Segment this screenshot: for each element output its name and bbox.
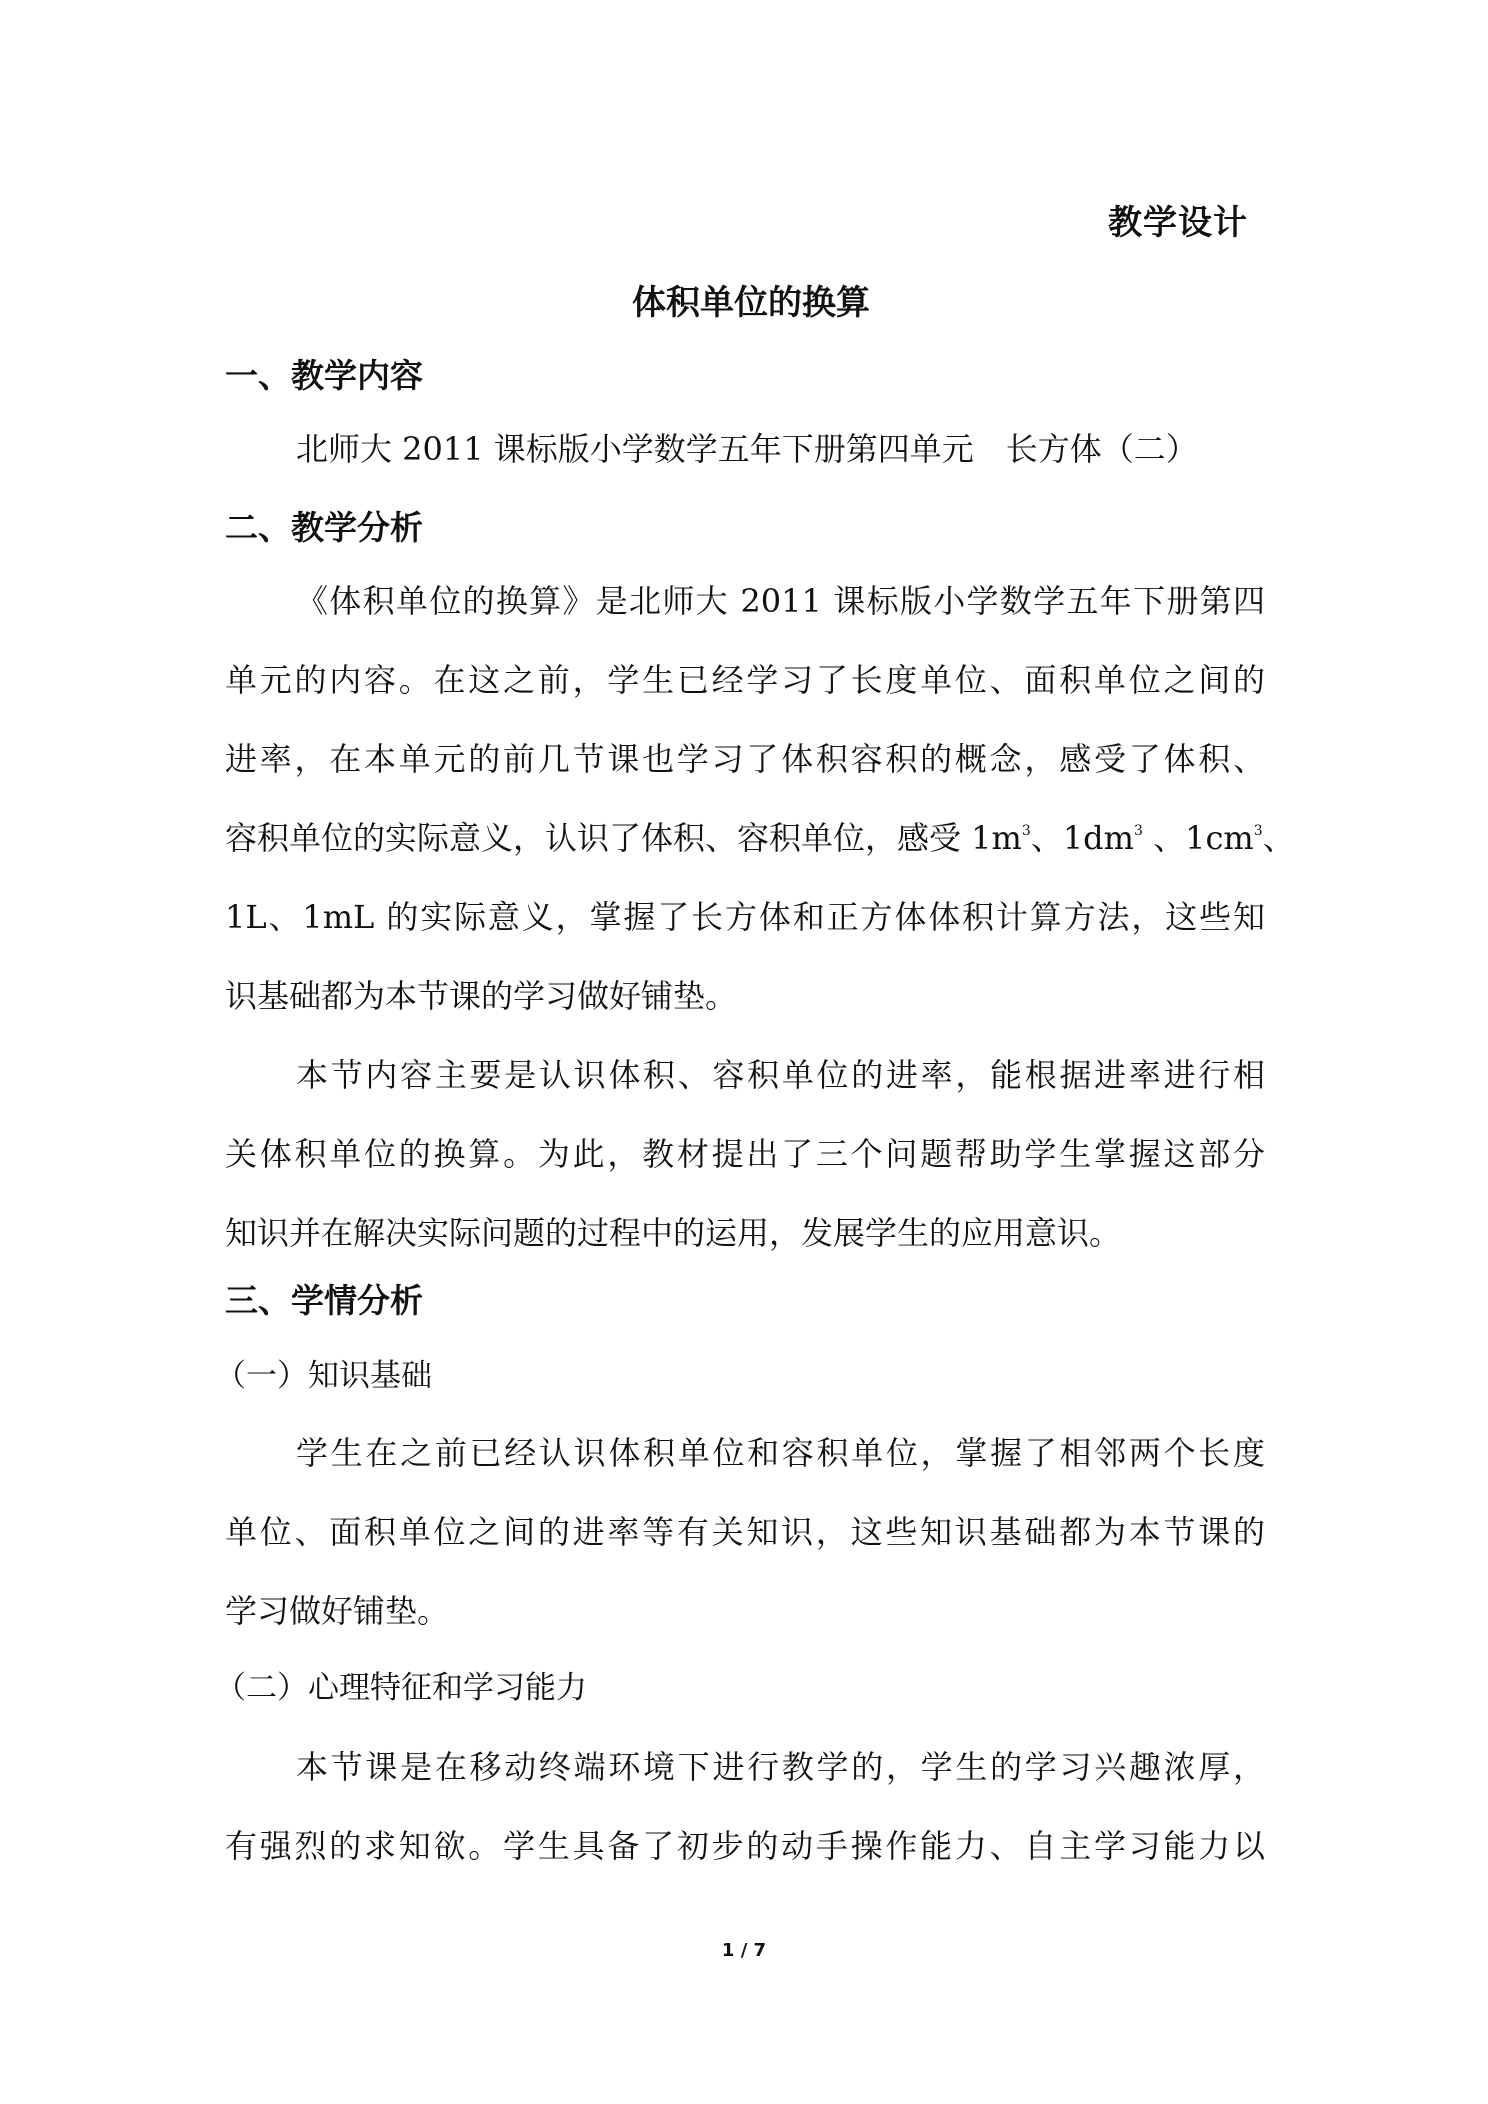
text-line: 识基础都为本节课的学习做好铺垫。 bbox=[225, 977, 738, 1015]
section-heading-teaching-content: 一、教学内容 bbox=[225, 356, 423, 395]
analysis-paragraph-1 bbox=[225, 562, 1295, 1036]
subsection-heading-psychology-ability: （二）心理特征和学习能力 bbox=[215, 1670, 587, 1706]
text-line: 关体积单位的换算。为此，教材提出了三个问题帮助学生掌握这部分 bbox=[225, 1135, 1265, 1173]
text-line: 知识并在解决实际问题的过程中的运用，发展学生的应用意识。 bbox=[225, 1214, 1122, 1252]
text-line: 单位、面积单位之间的进率等有关知识，这些知识基础都为本节课的 bbox=[225, 1513, 1265, 1551]
text-line: 1L、1mL 的实际意义，掌握了长方体和正方体体积计算方法，这些知 bbox=[225, 898, 1265, 936]
text-line-with-units: 容积单位的实际意义，认识了体积、容积单位，感受 $1m^3$、$1dm^3$ 、$1cm^3$、 bbox=[225, 819, 1295, 857]
document-title: 体积单位的换算 bbox=[632, 283, 870, 323]
knowledge-basis-paragraph bbox=[225, 1414, 1265, 1651]
section-heading-learner-analysis: 三、学情分析 bbox=[225, 1281, 423, 1320]
teaching-content-text: 北师大 2011 课标版小学数学五年下册第四单元 长方体（二） bbox=[296, 430, 1198, 468]
text-line: 本节内容主要是认识体积、容积单位的进率，能根据进率进行相 bbox=[296, 1056, 1265, 1094]
text-line: 有强烈的求知欲。学生具备了初步的动手操作能力、自主学习能力以 bbox=[225, 1827, 1265, 1865]
text-line: 进率，在本单元的前几节课也学习了体积容积的概念，感受了体积、 bbox=[225, 740, 1265, 778]
document-type-label: 教学设计 bbox=[1108, 203, 1248, 243]
psychology-ability-paragraph bbox=[225, 1728, 1265, 1886]
text-line: 本节课是在移动终端环境下进行教学的，学生的学习兴趣浓厚， bbox=[296, 1748, 1265, 1786]
text-line: 《体积单位的换算》是北师大 2011 课标版小学数学五年下册第四 bbox=[296, 582, 1265, 620]
page-number: 1 / 7 bbox=[721, 1940, 767, 1961]
analysis-paragraph-2 bbox=[225, 1036, 1265, 1273]
text-line: 学生在之前已经认识体积单位和容积单位，掌握了相邻两个长度 bbox=[296, 1434, 1265, 1472]
text-line: 单元的内容。在这之前，学生已经学习了长度单位、面积单位之间的 bbox=[225, 661, 1265, 699]
section-heading-teaching-analysis: 二、教学分析 bbox=[225, 508, 423, 547]
subsection-heading-knowledge-basis: （一）知识基础 bbox=[215, 1358, 432, 1394]
text-line: 学习做好铺垫。 bbox=[225, 1592, 450, 1630]
